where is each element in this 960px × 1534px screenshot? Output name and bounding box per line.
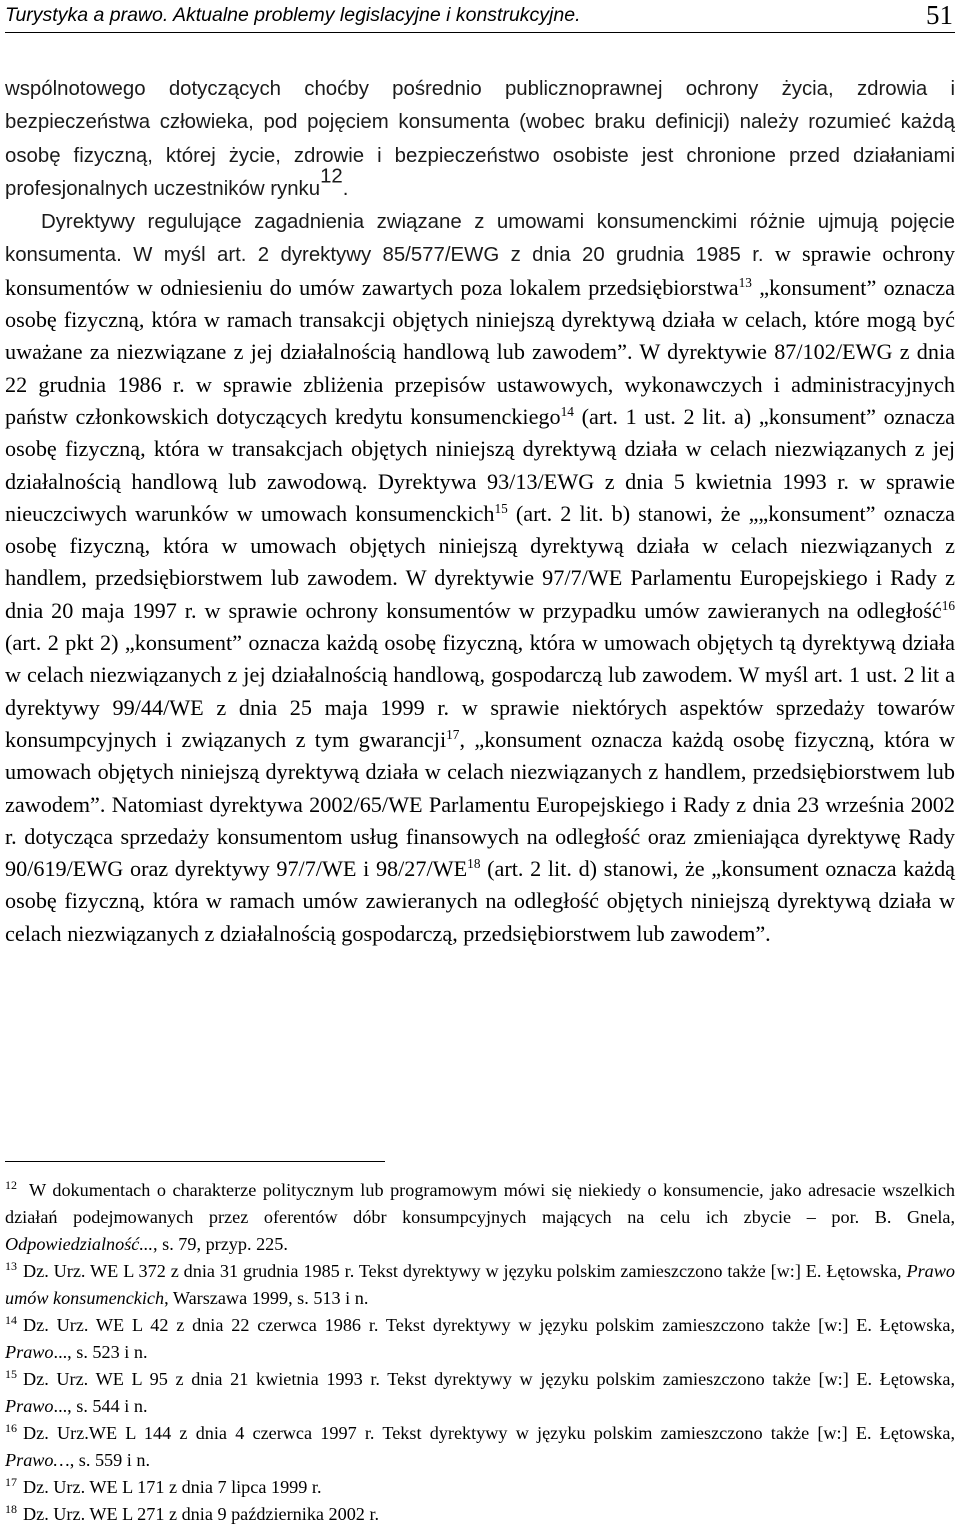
footnote-number: 16 [5, 1421, 17, 1435]
footnote-number: 13 [5, 1259, 17, 1273]
paragraph-2 [5, 205, 955, 950]
paragraph-1 [5, 72, 955, 205]
footnote-17 [5, 1474, 955, 1501]
paragraph-2-text-c: „konsument” oznacza osobę fizyczną, która w ramach transakcji objętych niniejszą dyrektywą działa w celach, które mogą być uważane za niezwiązane z jej działalnością handlową lub zawodem”. W dyrektywie 87/102/EWG z dnia 22 grudnia 1986 r. w sprawie zbliżenia przepisów ustawowych, wykonawczych i administracyjnych państw członkowskich dotyczących kredytu konsumenckiego [5, 274, 956, 429]
footnote-text: Dz. Urz. WE L 171 z dnia 7 lipca 1999 r. [23, 1477, 322, 1497]
footnote-number: 14 [5, 1313, 17, 1327]
paragraph-2-text-f: (art. 2 pkt 2) „konsument” oznacza każdą osobę fizyczną, która w umowach objętych tą dyrektywą działa w celach niezwiązanych z jej działalnością handlową, gospodarczą lub zawodem. W myśl art. 1 ust. 2 lit a dyrektywy 99/44/WE z dnia 25 maja 1999 r. w sprawie niektórych aspektów sprzedaży towarów konsumpcyjnych i związanych z tym gwarancji [5, 630, 955, 752]
header-title: Turystyka a prawo. Aktualne problemy legislacyjne i konstrukcyjne. [5, 4, 581, 26]
paragraph-2-text-h: (art. 2 lit. d) stanowi, że „konsument oznacza każdą osobę fizyczną, która w ramach umów zawieranych na odległość objętych niniejszą dyrektywą działa w celach niezwiązanych z działalnością gospodarczą, przedsiębiorstwem lub zawodem”. [5, 856, 956, 946]
paragraph-1-end: . [342, 177, 349, 200]
footnote-text: Dz. Urz.WE L 144 z dnia 4 czerwca 1997 r. Tekst dyrektywy w języku polskim zamieszczono także [w:] E. Łętowska, [23, 1423, 955, 1443]
footnote-13 [5, 1258, 955, 1312]
paragraph-1-text: wspólnotowego dotyczących choćby pośrednio publicznoprawnej ochrony życia, zdrowia i bezpieczeństwa człowieka, pod pojęciem konsumenta (wobec braku definicji) należy rozumieć każdą osobę fizyczną, której życie, zdrowie i bezpieczeństwo osobiste jest chronione przed działaniami profesjonalnych uczestników rynku [5, 78, 955, 200]
page-number: 51 [926, 0, 953, 30]
footnote-ref-12[interactable]: 12 [320, 165, 343, 188]
footnote-text: Dz. Urz. WE L 42 z dnia 22 czerwca 1986 r. Tekst dyrektywy w języku polskim zamieszczono także [w:] E. Łętowska, [23, 1315, 955, 1335]
footnote-number: 12 [5, 1178, 17, 1192]
paragraph-2-text-b: w sprawie ochrony konsumentów w odniesieniu do umów zawartych poza lokalem przedsiębiorstwa [5, 241, 955, 300]
footnote-ref-16[interactable]: 16 [941, 597, 955, 613]
footnote-14 [5, 1312, 955, 1366]
footnote-16 [5, 1420, 955, 1474]
footnote-ref-17[interactable]: 17 [446, 726, 460, 742]
footnote-ref-18[interactable]: 18 [467, 855, 481, 871]
paragraph-2-text-g: , „konsument oznacza każdą osobę fizyczną, która w umowach objętych niniejszą dyrektywą działa w celach niezwiązanych z handlem, przedsiębiorstwem lub zawodem”. Natomiast dyrektywa 2002/65/WE Parlamentu Europejskiego i Rady z dnia 23 września 2002 r. dotycząca sprzedaży konsumentom usług finansowych na odległość oraz zmieniająca dyrektywę Rady 90/619/EWG oraz dyrektywy 97/7/WE i 98/27/WE [5, 726, 955, 882]
footnote-text: Dz. Urz. WE L 271 z dnia 9 października 2002 r. [23, 1504, 380, 1524]
paragraph-2-text-a: Dyrektywy regulujące zagadnienia związane z umowami konsumenckimi różnie ujmują pojęcie konsumenta. W myśl art. 2 dyrektywy 85/577/EWG z dnia 20 grudnia 1985 r. [5, 211, 955, 267]
main-text [5, 72, 955, 950]
footnote-text: Dz. Urz. WE L 372 z dnia 31 grudnia 1985 r. Tekst dyrektywy w języku polskim zamieszczono także [w:] E. Łętowska, [23, 1261, 902, 1281]
footnote-citation-title: Prawo umów konsumenckich [5, 1261, 955, 1308]
footnote-15 [5, 1366, 955, 1420]
footnote-text-end: , s. 559 i n. [69, 1450, 151, 1470]
footnote-separator [5, 1161, 385, 1162]
footnote-text-end: ..., s. 544 i n. [53, 1396, 148, 1416]
footnote-text-end: , s. 79, przyp. 225. [153, 1234, 288, 1254]
footnote-number: 17 [5, 1475, 17, 1489]
footnote-12 [5, 1177, 955, 1258]
footnote-text-end: ..., s. 523 i n. [53, 1342, 148, 1362]
footnote-citation-title: Prawo [5, 1342, 54, 1362]
footnote-text: Dz. Urz. WE L 95 z dnia 21 kwietnia 1993 r. Tekst dyrektywy w języku polskim zamieszczono także [w:] E. Łętowska, [23, 1369, 955, 1389]
footnotes [5, 1177, 955, 1528]
footnote-ref-14[interactable]: 14 [560, 403, 574, 419]
footnote-citation-title: Odpowiedzialność... [5, 1234, 154, 1254]
footnote-text: W dokumentach o charakterze politycznym lub programowym mówi się niekiedy o konsumencie, jako adresacie wszelkich działań podejmowanych przez oferentów dóbr konsumpcyjnych mających na celu ich zbycie – por. B. Gnela, [5, 1180, 955, 1227]
running-header [5, 2, 955, 33]
footnote-number: 15 [5, 1367, 17, 1381]
footnote-citation-title: Prawo [5, 1396, 54, 1416]
footnote-ref-13[interactable]: 13 [738, 274, 752, 290]
footnote-text-end: , Warszawa 1999, s. 513 i n. [164, 1288, 369, 1308]
paragraph-2-text-d: (art. 1 ust. 2 lit. a) „konsument” oznacza osobę fizyczną, która w transakcjach objętych niniejszą dyrektywą działa w celach niezwiązanych z jej działalnością handlową lub zawodową. Dyrektywa 93/13/EWG z dnia 5 kwietnia 1993 r. w sprawie nieuczciwych warunków w umowach konsumenckich [5, 403, 956, 526]
paragraph-2-text-e: (art. 2 lit. b) stanowi, że „„konsument” oznacza osobę fizyczną, która w umowach objętych niniejszą dyrektywą działa w celach niezwiązanych z handlem, przedsiębiorstwem lub zawodem. W dyrektywie 97/7/WE Parlamentu Europejskiego i Rady z dnia 20 maja 1997 r. w sprawie ochrony konsumentów w przypadku umów zawieranych na odległość [5, 500, 956, 623]
footnote-number: 18 [5, 1502, 17, 1516]
footnote-18 [5, 1501, 955, 1528]
footnote-citation-title: Prawo… [5, 1450, 70, 1470]
footnote-ref-15[interactable]: 15 [494, 500, 508, 516]
